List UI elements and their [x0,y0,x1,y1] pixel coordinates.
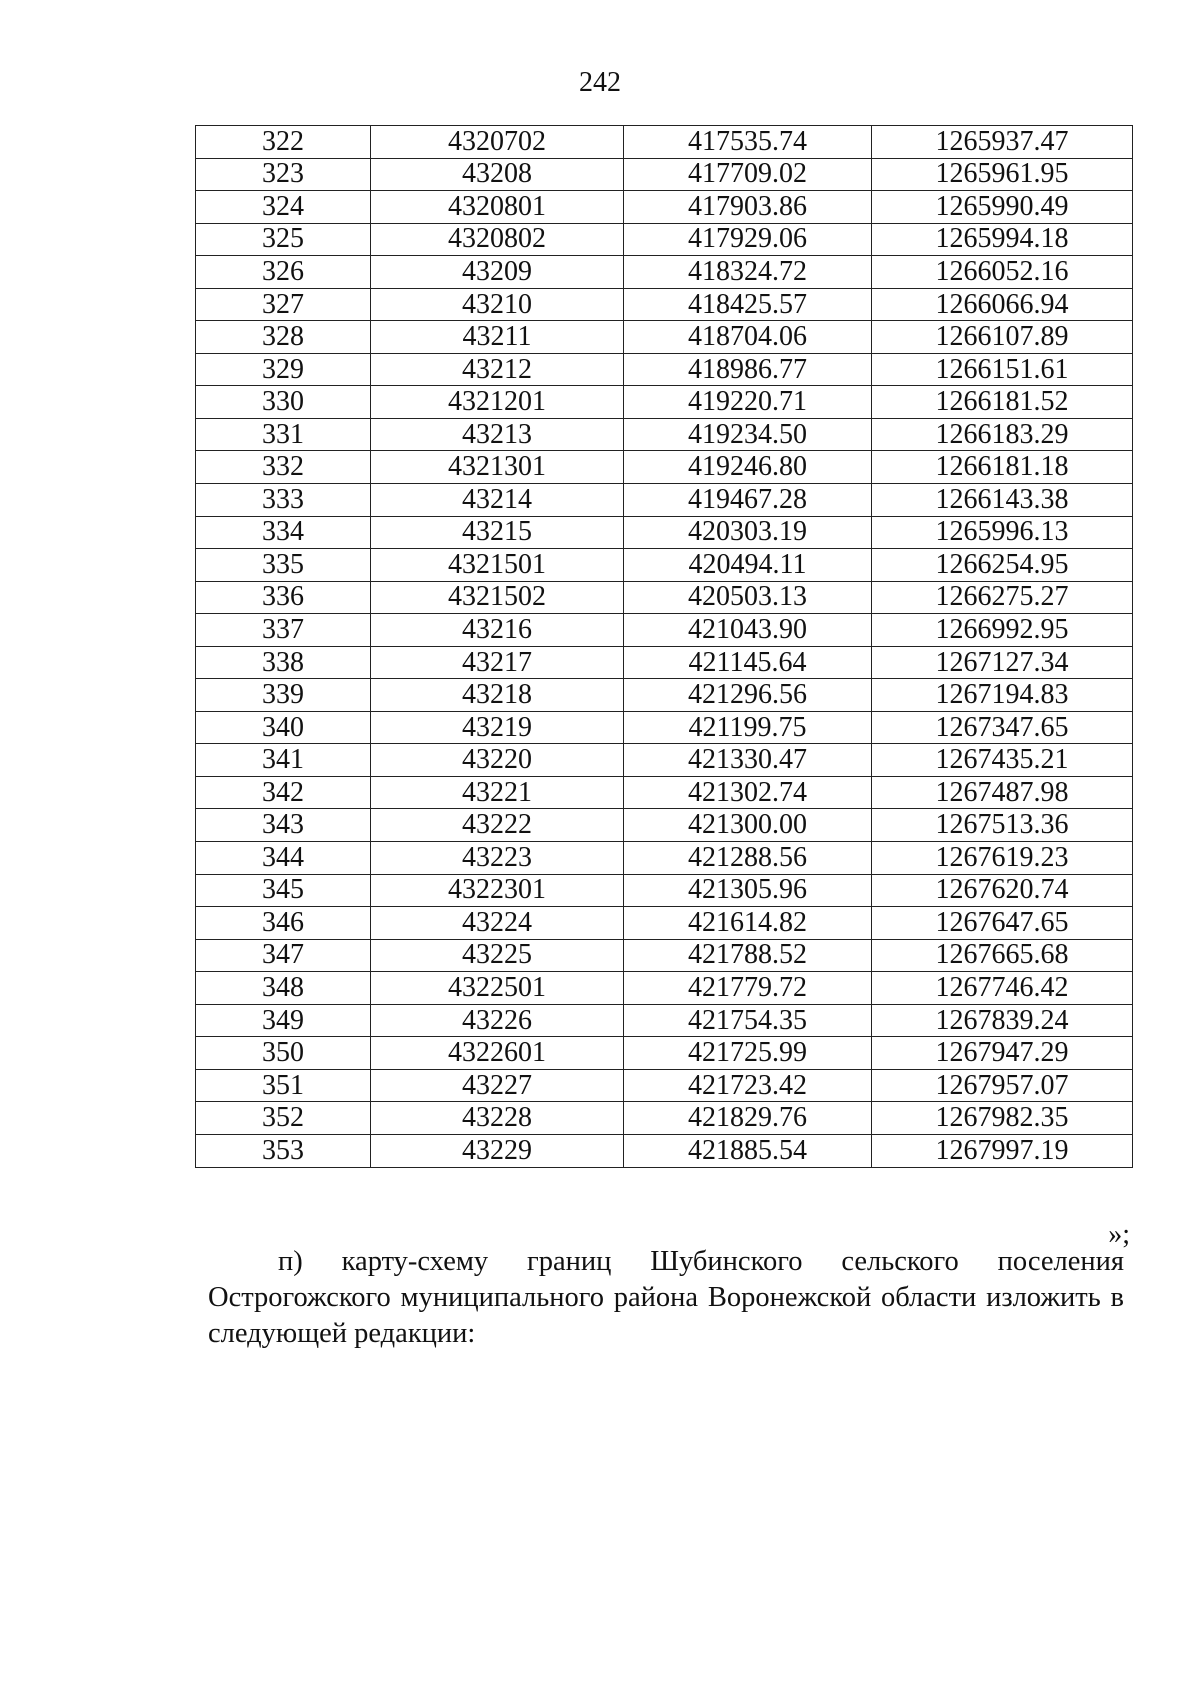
x-coordinate-cell: 421614.82 [624,907,872,940]
closing-quote: »; [1108,1219,1130,1250]
point-number-cell: 352 [196,1102,371,1135]
table-row [196,1069,1133,1102]
table-row [196,288,1133,321]
x-coordinate-cell: 419234.50 [624,418,872,451]
point-number-cell: 322 [196,126,371,159]
x-coordinate-cell: 421300.00 [624,809,872,842]
table-row [196,191,1133,224]
point-number-cell: 350 [196,1037,371,1070]
x-coordinate-cell: 419467.28 [624,484,872,517]
point-number-cell: 332 [196,451,371,484]
x-coordinate-cell: 420503.13 [624,581,872,614]
x-coordinate-cell: 421145.64 [624,646,872,679]
x-coordinate-cell: 419246.80 [624,451,872,484]
y-coordinate-cell: 1265961.95 [872,158,1133,191]
point-id-cell: 4320702 [371,126,624,159]
y-coordinate-cell: 1266181.52 [872,386,1133,419]
table-row [196,549,1133,582]
x-coordinate-cell: 421043.90 [624,614,872,647]
y-coordinate-cell: 1266254.95 [872,549,1133,582]
table-row [196,646,1133,679]
y-coordinate-cell: 1267665.68 [872,939,1133,972]
table-row [196,353,1133,386]
point-number-cell: 348 [196,972,371,1005]
point-id-cell: 43222 [371,809,624,842]
point-id-cell: 43226 [371,1004,624,1037]
y-coordinate-cell: 1266183.29 [872,418,1133,451]
point-id-cell: 4321502 [371,581,624,614]
x-coordinate-cell: 417903.86 [624,191,872,224]
y-coordinate-cell: 1267619.23 [872,842,1133,875]
x-coordinate-cell: 420494.11 [624,549,872,582]
table-row [196,1037,1133,1070]
y-coordinate-cell: 1266181.18 [872,451,1133,484]
point-id-cell: 43229 [371,1134,624,1167]
x-coordinate-cell: 419220.71 [624,386,872,419]
point-id-cell: 43211 [371,321,624,354]
point-number-cell: 344 [196,842,371,875]
point-number-cell: 333 [196,484,371,517]
point-number-cell: 340 [196,711,371,744]
y-coordinate-cell: 1265996.13 [872,516,1133,549]
point-number-cell: 343 [196,809,371,842]
point-id-cell: 43220 [371,744,624,777]
table-row [196,1004,1133,1037]
y-coordinate-cell: 1267997.19 [872,1134,1133,1167]
point-number-cell: 327 [196,288,371,321]
point-id-cell: 43228 [371,1102,624,1135]
y-coordinate-cell: 1267746.42 [872,972,1133,1005]
point-id-cell: 43218 [371,679,624,712]
table-row [196,484,1133,517]
point-id-cell: 43210 [371,288,624,321]
table-row [196,158,1133,191]
point-id-cell: 43225 [371,939,624,972]
point-id-cell: 43221 [371,776,624,809]
x-coordinate-cell: 421305.96 [624,874,872,907]
point-id-cell: 4322301 [371,874,624,907]
y-coordinate-cell: 1267487.98 [872,776,1133,809]
table-row [196,809,1133,842]
table-row [196,256,1133,289]
x-coordinate-cell: 418704.06 [624,321,872,354]
table-row [196,321,1133,354]
point-number-cell: 329 [196,353,371,386]
x-coordinate-cell: 418324.72 [624,256,872,289]
y-coordinate-cell: 1266275.27 [872,581,1133,614]
y-coordinate-cell: 1267620.74 [872,874,1133,907]
point-number-cell: 331 [196,418,371,451]
point-id-cell: 43213 [371,418,624,451]
point-id-cell: 4322601 [371,1037,624,1070]
point-number-cell: 325 [196,223,371,256]
point-number-cell: 334 [196,516,371,549]
x-coordinate-cell: 421288.56 [624,842,872,875]
table-row [196,874,1133,907]
table-row [196,907,1133,940]
point-id-cell: 4322501 [371,972,624,1005]
y-coordinate-cell: 1265990.49 [872,191,1133,224]
point-number-cell: 345 [196,874,371,907]
y-coordinate-cell: 1267957.07 [872,1069,1133,1102]
x-coordinate-cell: 421725.99 [624,1037,872,1070]
y-coordinate-cell: 1266143.38 [872,484,1133,517]
table-row [196,223,1133,256]
table-row [196,418,1133,451]
point-number-cell: 349 [196,1004,371,1037]
point-id-cell: 43208 [371,158,624,191]
table-row [196,679,1133,712]
point-id-cell: 43216 [371,614,624,647]
table-row [196,614,1133,647]
y-coordinate-cell: 1265994.18 [872,223,1133,256]
table-row [196,386,1133,419]
coordinates-table [195,125,1133,1168]
point-number-cell: 336 [196,581,371,614]
table-row [196,939,1133,972]
y-coordinate-cell: 1267982.35 [872,1102,1133,1135]
y-coordinate-cell: 1267435.21 [872,744,1133,777]
y-coordinate-cell: 1267347.65 [872,711,1133,744]
point-id-cell: 4321301 [371,451,624,484]
point-number-cell: 351 [196,1069,371,1102]
page-number: 242 [579,67,621,98]
y-coordinate-cell: 1266066.94 [872,288,1133,321]
table-row [196,744,1133,777]
table-row [196,1102,1133,1135]
y-coordinate-cell: 1266151.61 [872,353,1133,386]
table-row [196,451,1133,484]
x-coordinate-cell: 421829.76 [624,1102,872,1135]
point-number-cell: 323 [196,158,371,191]
y-coordinate-cell: 1266052.16 [872,256,1133,289]
body-paragraph: п) карту-схему границ Шубинского сельского поселения Острогожского муниципального района Воронежской области изложить в следующей редакции: [208,1246,1124,1349]
point-number-cell: 330 [196,386,371,419]
x-coordinate-cell: 417535.74 [624,126,872,159]
point-number-cell: 342 [196,776,371,809]
x-coordinate-cell: 421885.54 [624,1134,872,1167]
y-coordinate-cell: 1266107.89 [872,321,1133,354]
y-coordinate-cell: 1267127.34 [872,646,1133,679]
y-coordinate-cell: 1267647.65 [872,907,1133,940]
x-coordinate-cell: 418986.77 [624,353,872,386]
point-number-cell: 326 [196,256,371,289]
x-coordinate-cell: 421330.47 [624,744,872,777]
table-row [196,972,1133,1005]
point-number-cell: 341 [196,744,371,777]
table-row [196,711,1133,744]
point-id-cell: 43214 [371,484,624,517]
table-row [196,581,1133,614]
x-coordinate-cell: 421296.56 [624,679,872,712]
table-row [196,126,1133,159]
point-id-cell: 4321201 [371,386,624,419]
x-coordinate-cell: 421199.75 [624,711,872,744]
point-number-cell: 328 [196,321,371,354]
point-id-cell: 4320802 [371,223,624,256]
point-id-cell: 43224 [371,907,624,940]
y-coordinate-cell: 1267194.83 [872,679,1133,712]
x-coordinate-cell: 421754.35 [624,1004,872,1037]
y-coordinate-cell: 1267513.36 [872,809,1133,842]
point-id-cell: 43217 [371,646,624,679]
table-row [196,776,1133,809]
point-number-cell: 337 [196,614,371,647]
point-id-cell: 43215 [371,516,624,549]
x-coordinate-cell: 421302.74 [624,776,872,809]
point-number-cell: 346 [196,907,371,940]
point-number-cell: 335 [196,549,371,582]
point-id-cell: 4320801 [371,191,624,224]
point-id-cell: 43212 [371,353,624,386]
x-coordinate-cell: 421788.52 [624,939,872,972]
point-number-cell: 338 [196,646,371,679]
point-id-cell: 43219 [371,711,624,744]
point-number-cell: 324 [196,191,371,224]
y-coordinate-cell: 1265937.47 [872,126,1133,159]
x-coordinate-cell: 420303.19 [624,516,872,549]
point-id-cell: 43209 [371,256,624,289]
y-coordinate-cell: 1267839.24 [872,1004,1133,1037]
x-coordinate-cell: 421779.72 [624,972,872,1005]
point-id-cell: 43223 [371,842,624,875]
point-id-cell: 4321501 [371,549,624,582]
x-coordinate-cell: 417709.02 [624,158,872,191]
point-number-cell: 353 [196,1134,371,1167]
y-coordinate-cell: 1266992.95 [872,614,1133,647]
point-number-cell: 339 [196,679,371,712]
y-coordinate-cell: 1267947.29 [872,1037,1133,1070]
table-row [196,516,1133,549]
x-coordinate-cell: 417929.06 [624,223,872,256]
point-id-cell: 43227 [371,1069,624,1102]
x-coordinate-cell: 418425.57 [624,288,872,321]
x-coordinate-cell: 421723.42 [624,1069,872,1102]
table-row [196,1134,1133,1167]
table-row [196,842,1133,875]
table-body [196,126,1133,1168]
point-number-cell: 347 [196,939,371,972]
